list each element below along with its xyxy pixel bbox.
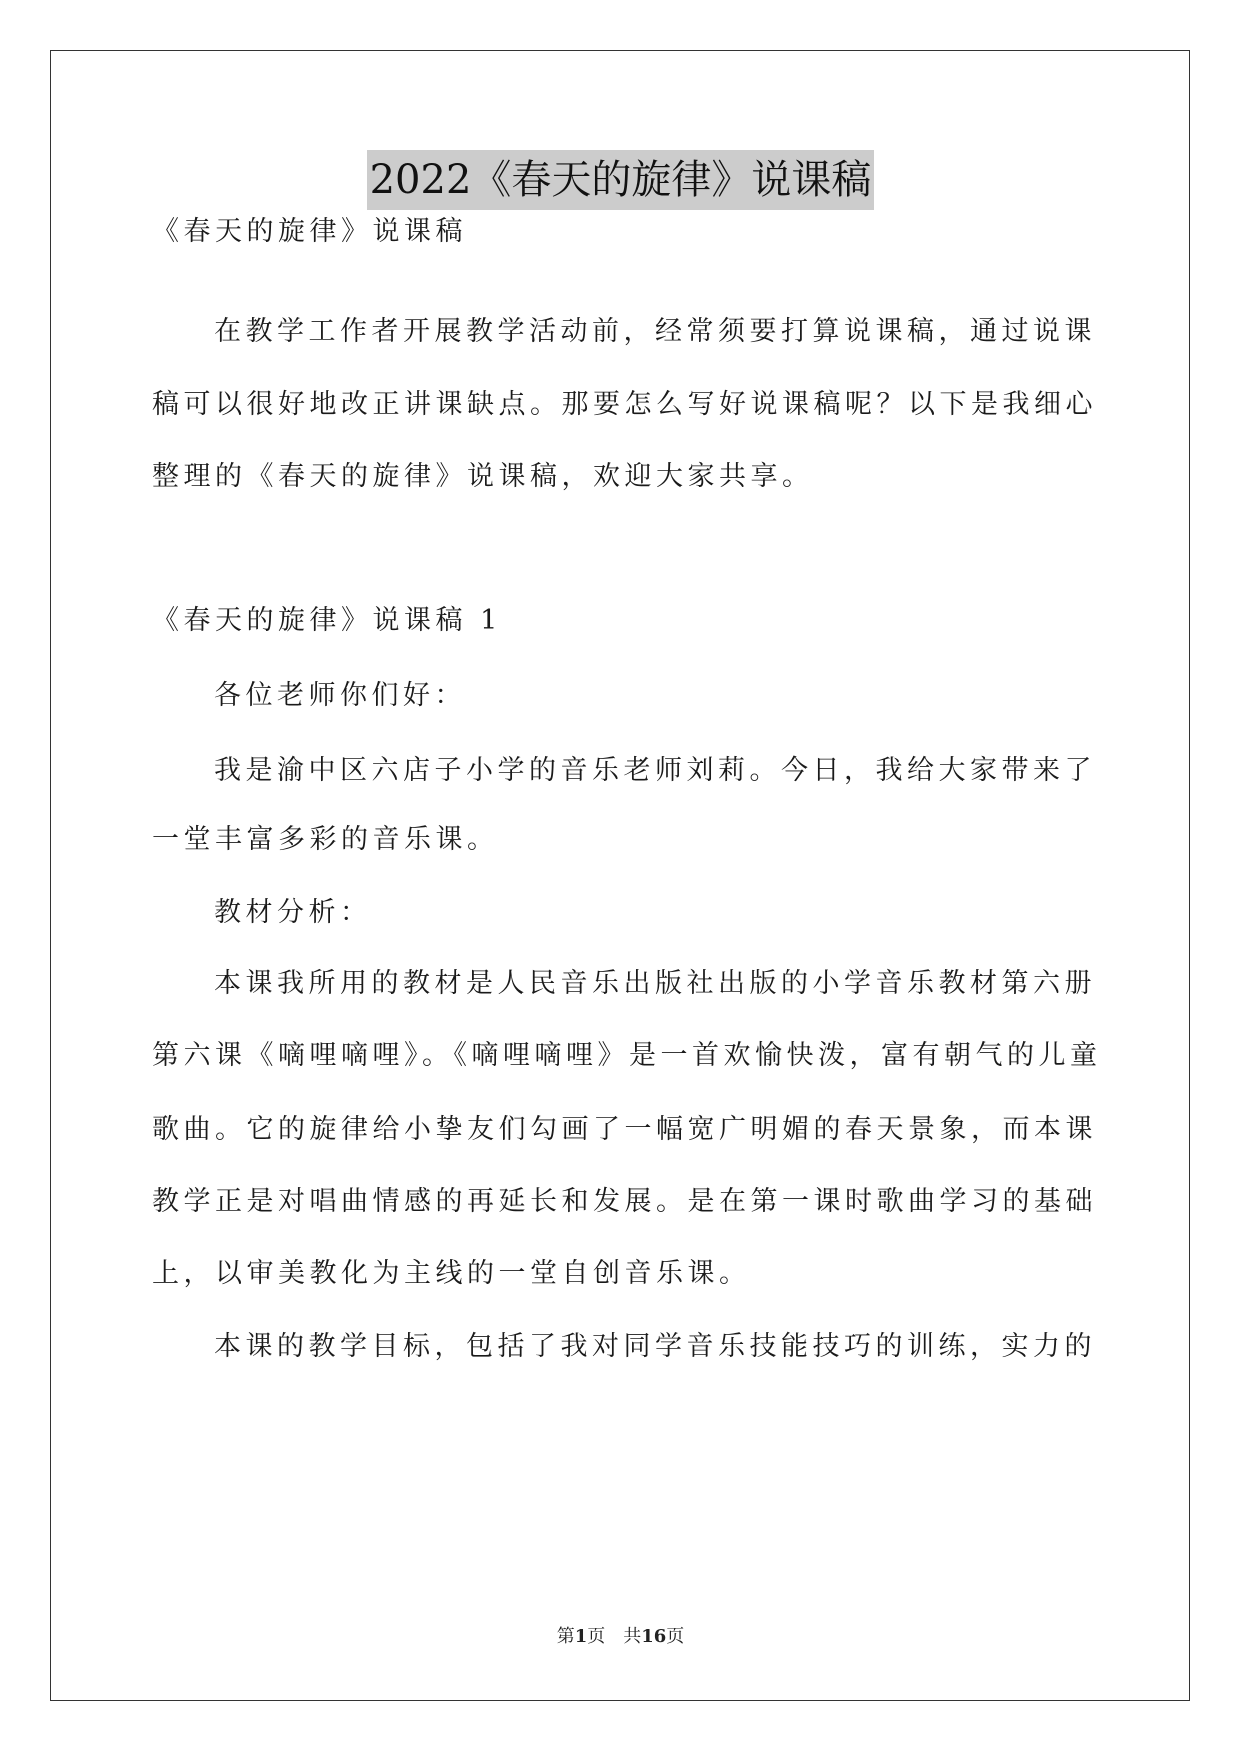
paragraph-line: 第六课《嘀哩嘀哩》。《嘀哩嘀哩》是一首欢愉快泼，富有朝气的儿童 [152, 1040, 1102, 1071]
paragraph-line: 歌曲。它的旋律给小挚友们勾画了一幅宽广明媚的春天景象，而本课 [152, 1114, 1097, 1145]
paragraph-line: 各位老师你们好： [214, 680, 466, 711]
page-number-footer [0, 1625, 1241, 1649]
document-title-text: 2022《春天的旋律》说课稿 [367, 150, 875, 210]
total-page-number: 16 [641, 1626, 667, 1647]
paragraph-line: 在教学工作者开展教学活动前，经常须要打算说课稿，通过说课 [214, 316, 1096, 347]
page-mid: 页 共 [587, 1626, 642, 1647]
subtitle: 《春天的旋律》说课稿 [152, 216, 467, 247]
paragraph-line: 教学正是对唱曲情感的再延长和发展。是在第一课时歌曲学习的基础 [152, 1186, 1097, 1217]
paragraph-line: 本课的教学目标，包括了我对同学音乐技能技巧的训练，实力的 [214, 1331, 1096, 1362]
paragraph-line: 我是渝中区六店子小学的音乐老师刘莉。今日，我给大家带来了 [214, 755, 1096, 786]
paragraph-line: 上，以审美教化为主线的一堂自创音乐课。 [152, 1258, 751, 1289]
page-prefix: 第 [556, 1626, 575, 1647]
page-border [50, 50, 1190, 1701]
page-suffix: 页 [666, 1626, 685, 1647]
paragraph-line: 教材分析： [214, 897, 372, 928]
paragraph-line: 本课我所用的教材是人民音乐出版社出版的小学音乐教材第六册 [214, 968, 1096, 999]
section-heading: 《春天的旋律》说课稿 1 [152, 605, 502, 636]
paragraph-line: 整理的《春天的旋律》说课稿，欢迎大家共享。 [152, 461, 814, 492]
current-page-number: 1 [574, 1626, 588, 1647]
paragraph-line: 稿可以很好地改正讲课缺点。那要怎么写好说课稿呢？以下是我细心 [152, 389, 1097, 420]
paragraph-line: 一堂丰富多彩的音乐课。 [152, 824, 499, 855]
document-title [0, 150, 1241, 210]
